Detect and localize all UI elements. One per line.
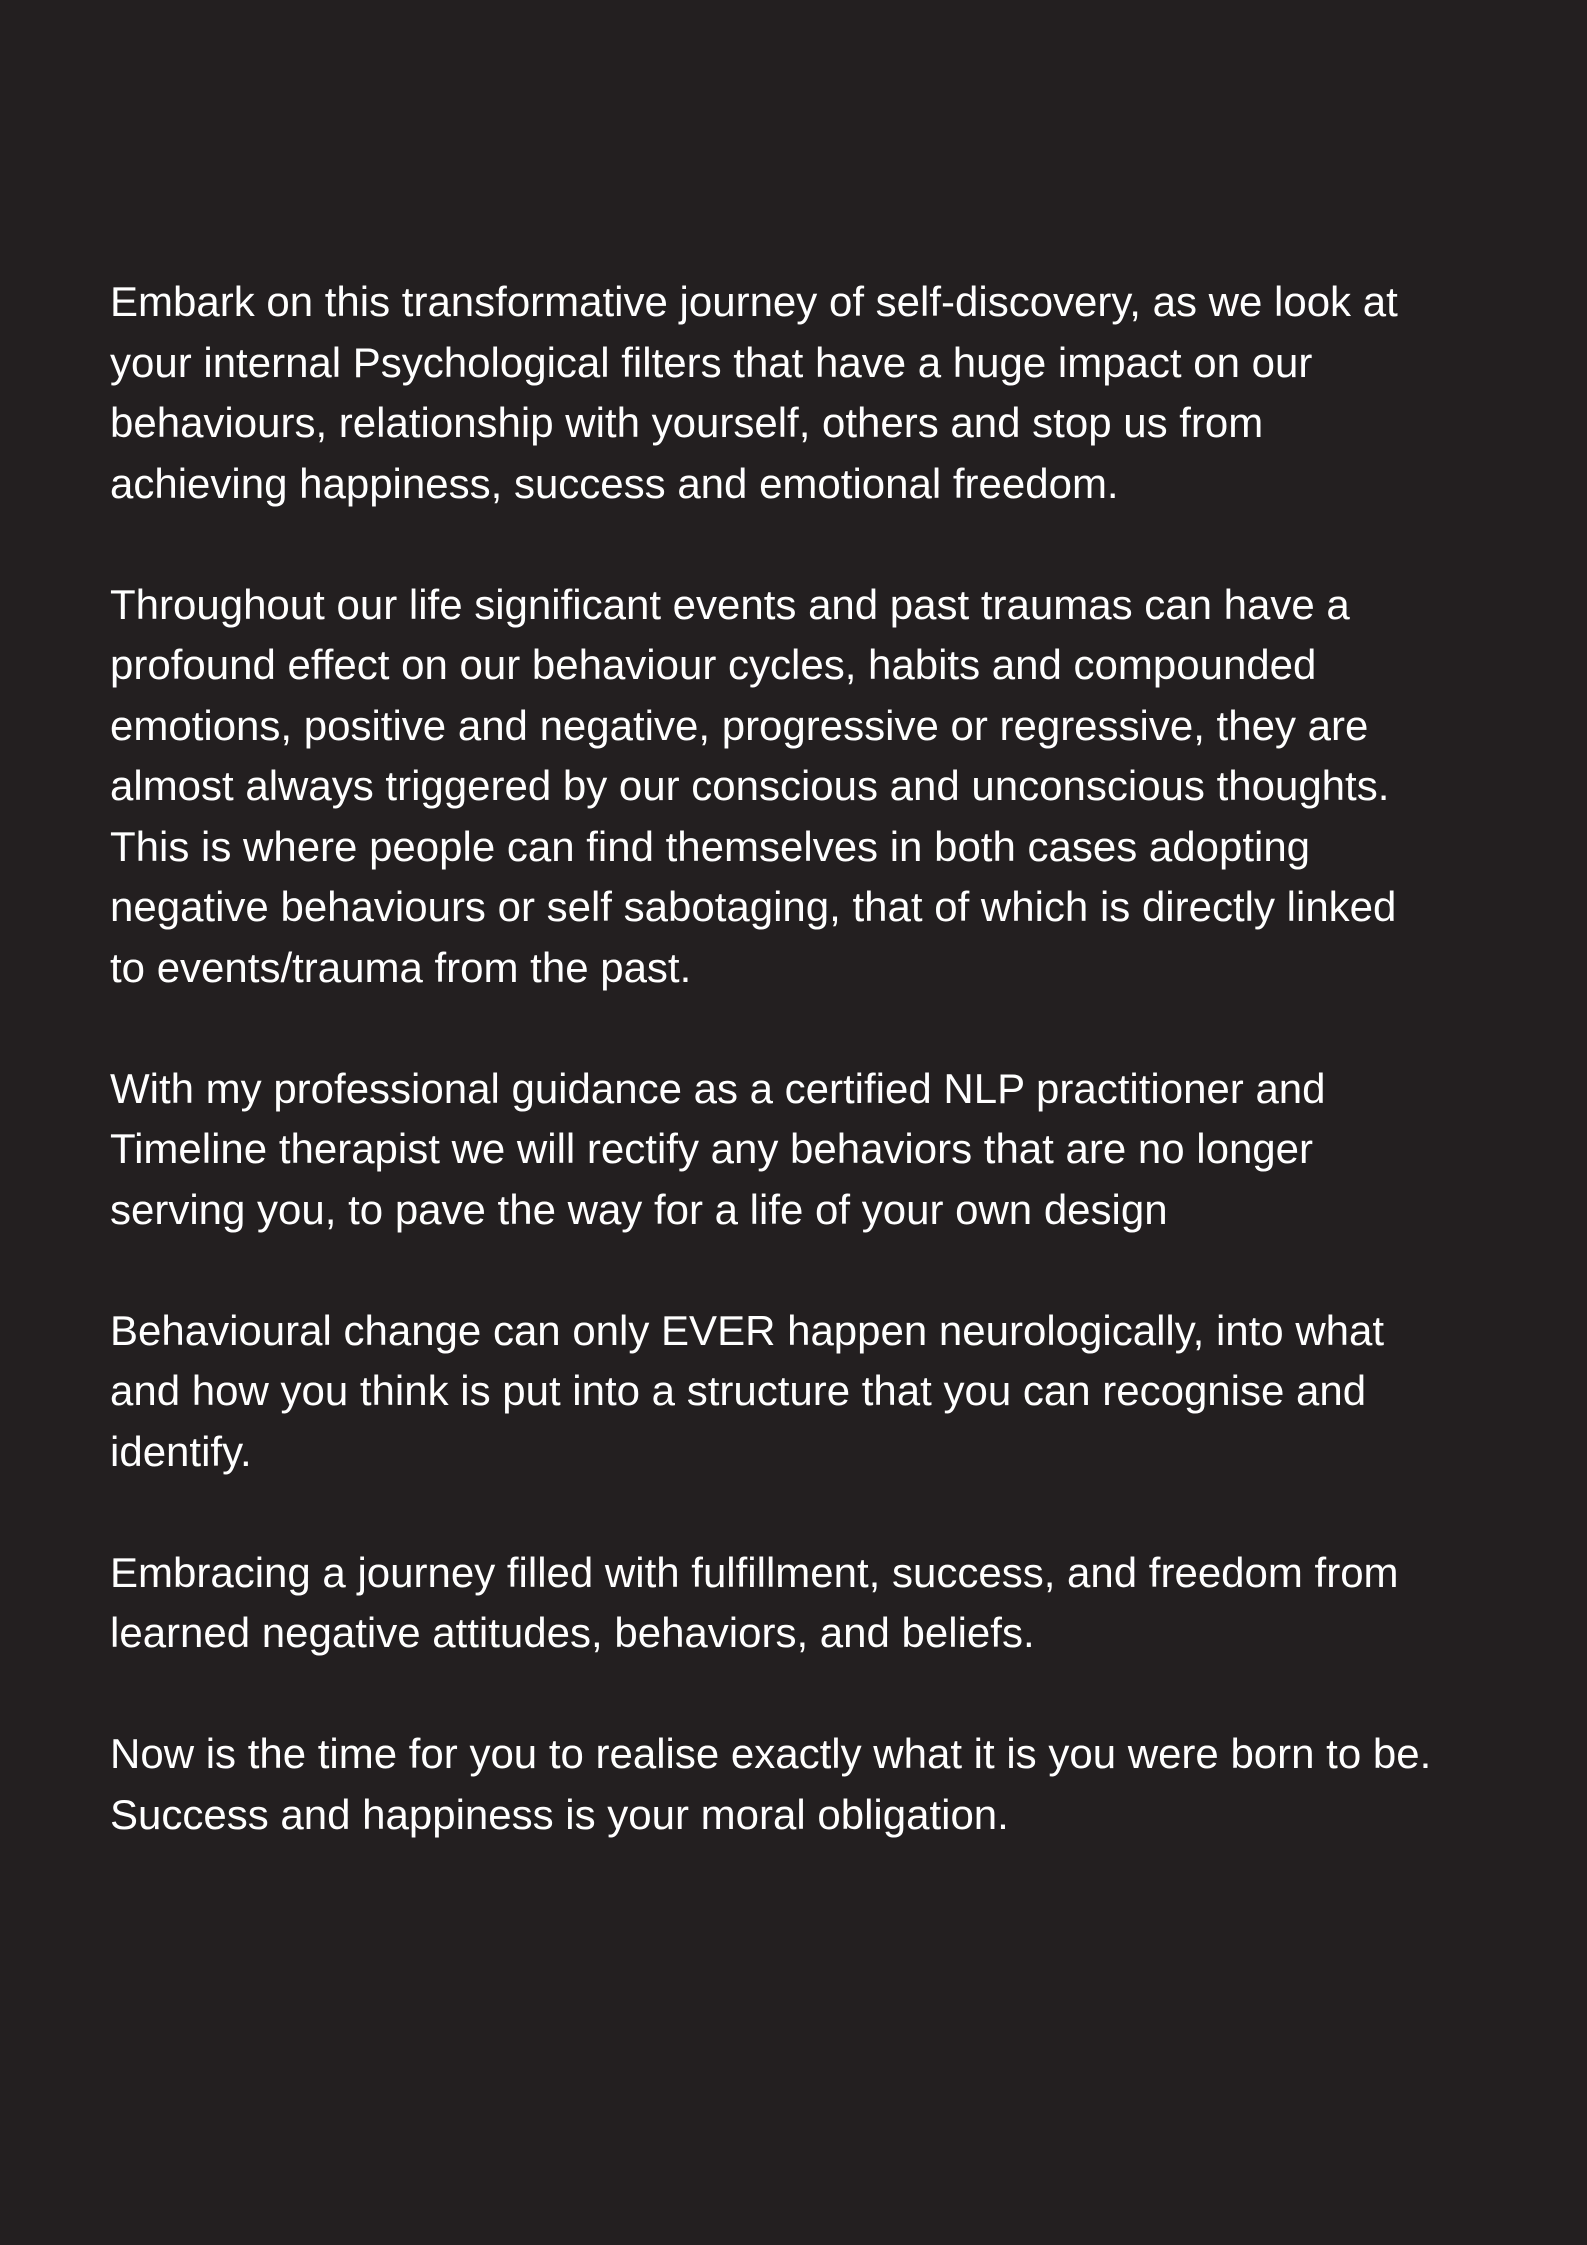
paragraph-intro: Embark on this transformative journey of self-discovery, as we look at your internal Psychological filters that have a huge impact on our behaviours, relationship with yourself, others and stop us from achieving happiness, success and emotional freedom.: [110, 278, 1398, 507]
paragraph-professional-guidance: With my professional guidance as a certified NLP practitioner and Timeline therapist we will rectify any behaviors that are no longer serving you, to pave the way for a life of your own design: [110, 1064, 1326, 1233]
paragraph-behavioural-change: Behavioural change can only EVER happen neurologically, into what and how you think is put into a structure that you can recognise and identify.: [110, 1306, 1385, 1475]
paragraph-embracing-journey: Embracing a journey filled with fulfillment, success, and freedom from learned negative attitudes, behaviors, and beliefs.: [110, 1548, 1399, 1656]
document-body: [110, 272, 1510, 1845]
paragraph-closing: Now is the time for you to realise exactly what it is you were born to be. Success and happiness is your moral obligation.: [110, 1730, 1432, 1838]
paragraph-past-events: Throughout our life significant events and past traumas can have a profound effect on our behaviour cycles, habits and compounded emotions, positive and negative, progressive or regressive, they are almost always triggered by our conscious and unconscious thoughts. This is where people can find themselves in both cases adopting negative behaviours or self sabotaging, that of which is directly linked to events/trauma from the past.: [110, 580, 1397, 991]
